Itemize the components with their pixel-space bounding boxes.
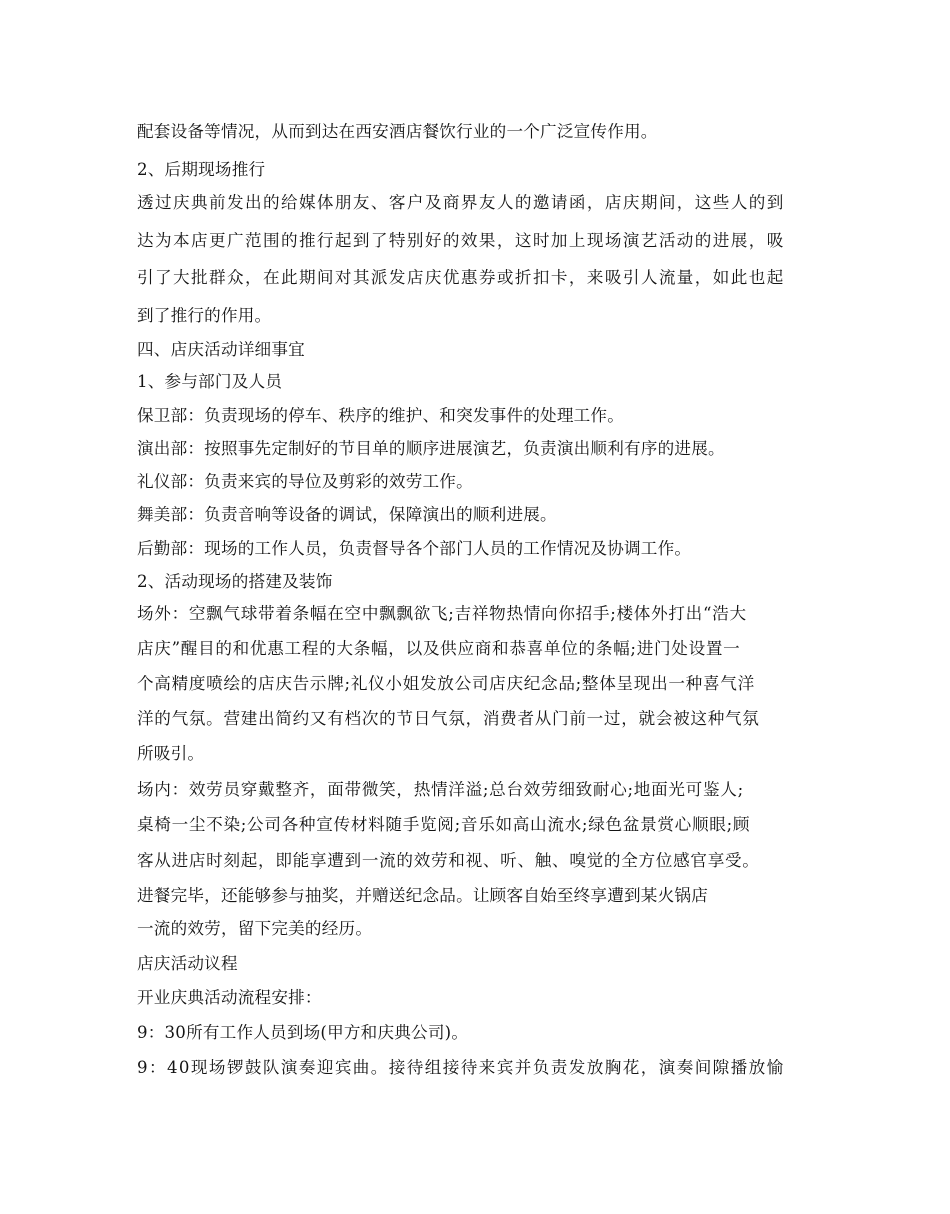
paragraph-line: 9：40现场锣鼓队演奏迎宾曲。接待组接待来宾并负责发放胸花，演奏间隙播放愉 — [137, 1058, 785, 1077]
paragraph-line: 到了推行的作用。 — [137, 306, 272, 325]
paragraph-line: 开业庆典活动流程安排： — [137, 988, 322, 1007]
paragraph-line: 进餐完毕，还能够参与抽奖，并赠送纪念品。让顾客自始至终享遭到某火锅店 — [137, 886, 708, 905]
section-heading: 2、活动现场的搭建及装饰 — [137, 572, 333, 591]
paragraph-line: 所吸引。 — [137, 744, 205, 763]
paragraph-line: 9：30所有工作人员到场(甲方和庆典公司)。 — [137, 1023, 469, 1042]
paragraph-line: 配套设备等情况，从而到达在西安酒店餐饮行业的一个广泛宣传作用。 — [137, 122, 658, 141]
paragraph-line: 客从进店时刻起，即能享遭到一流的效劳和视、听、触、嗅觉的全方位感官享受。 — [137, 851, 760, 870]
paragraph-line: 一流的效劳，留下完美的经历。 — [137, 919, 373, 938]
paragraph-line: 礼仪部：负责来宾的导位及剪彩的效劳工作。 — [137, 472, 473, 491]
paragraph-line: 引了大批群众，在此期间对其派发店庆优惠券或折扣卡，来吸引人流量，如此也起 — [137, 268, 785, 287]
paragraph-line: 舞美部：负责音响等设备的调试，保障演出的顺利进展。 — [137, 505, 557, 524]
section-heading: 四、店庆活动详细事宜 — [137, 340, 305, 359]
section-heading: 2、后期现场推行 — [137, 160, 266, 179]
paragraph-line: 透过庆典前发出的给媒体朋友、客户及商界友人的邀请函，店庆期间，这些人的到 — [137, 193, 785, 212]
paragraph-line: 桌椅一尘不染;公司各种宣传材料随手览阅;音乐如高山流水;绿色盆景赏心顺眼;顾 — [137, 815, 751, 834]
section-heading: 1、参与部门及人员 — [137, 372, 283, 391]
paragraph-line: 演出部：按照事先定制好的节目单的顺序进展演艺，负责演出顺利有序的进展。 — [137, 439, 725, 458]
paragraph-line: 保卫部：负责现场的停车、秩序的维护、和突发事件的处理工作。 — [137, 406, 625, 425]
paragraph-line: 场内：效劳员穿戴整齐，面带微笑，热情洋溢;总台效劳细致耐心;地面光可鉴人; — [137, 780, 744, 799]
paragraph-line: 店庆”醒目的和优惠工程的大条幅，以及供应商和恭喜单位的条幅;进门处设置一 — [137, 639, 741, 658]
paragraph-line: 后勤部：现场的工作人员，负责督导各个部门人员的工作情况及协调工作。 — [137, 539, 692, 558]
paragraph-line: 达为本店更广范围的推行起到了特别好的效果，这时加上现场演艺活动的进展，吸 — [137, 231, 785, 250]
paragraph-line: 个高精度喷绘的店庆告示牌;礼仪小姐发放公司店庆纪念品;整体呈现出一种喜气洋 — [137, 674, 755, 693]
paragraph-line: 场外：空飘气球带着条幅在空中飘飘欲飞;吉祥物热情向你招手;楼体外打出“浩大 — [137, 604, 747, 623]
section-heading: 店庆活动议程 — [137, 954, 238, 973]
paragraph-line: 洋的气氛。营建出简约又有档次的节日气氛，消费者从门前一过，就会被这种气氛 — [137, 709, 760, 728]
